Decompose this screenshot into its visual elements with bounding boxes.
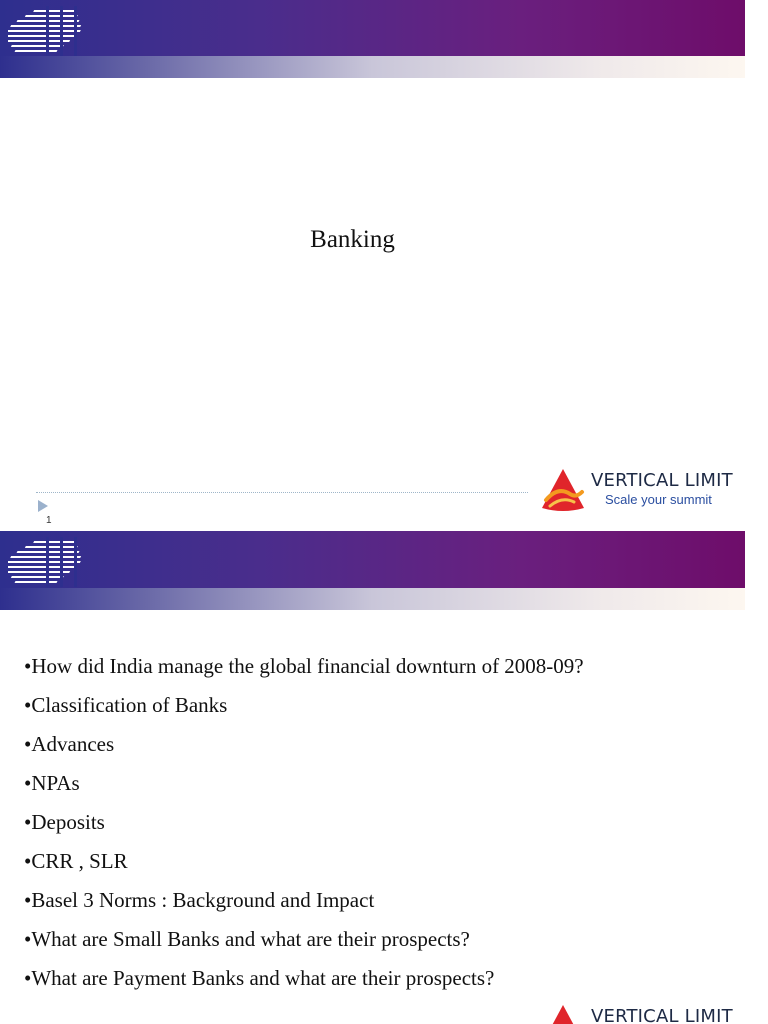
stripe-logo-icon [8,6,104,56]
page-number: 1 [46,515,52,526]
header-fade [0,588,745,610]
stripe-logo-icon [8,537,104,587]
brand-logo [540,466,733,512]
brand-logo [540,1002,733,1024]
list-item: • Advances [24,731,584,770]
list-item: • NPAs [24,770,584,809]
list-item: • How did India manage the global financial downturn of 2008-09? [24,653,584,692]
list-item: • Classification of Banks [24,692,584,731]
brand-tagline: Scale your summit [605,492,712,507]
list-item: • Basel 3 Norms : Background and Impact [24,887,584,926]
slide-2 [0,531,745,1024]
vertical-limit-logo-icon [540,466,586,512]
footer-divider [36,492,528,493]
slide-title: Banking [310,226,395,253]
header-fade [0,56,745,78]
list-item: • CRR , SLR [24,848,584,887]
footer-arrow-icon [38,500,48,512]
header-band [0,531,745,588]
header-band [0,0,745,56]
bullet-list [24,653,584,1004]
list-item: • Deposits [24,809,584,848]
brand-name: VERTICAL LIMIT [591,470,733,491]
vertical-limit-logo-icon [540,1002,586,1024]
list-item: • What are Payment Banks and what are their prospects? [24,965,584,1004]
brand-name: VERTICAL LIMIT [591,1006,733,1024]
list-item: • What are Small Banks and what are their prospects? [24,926,584,965]
